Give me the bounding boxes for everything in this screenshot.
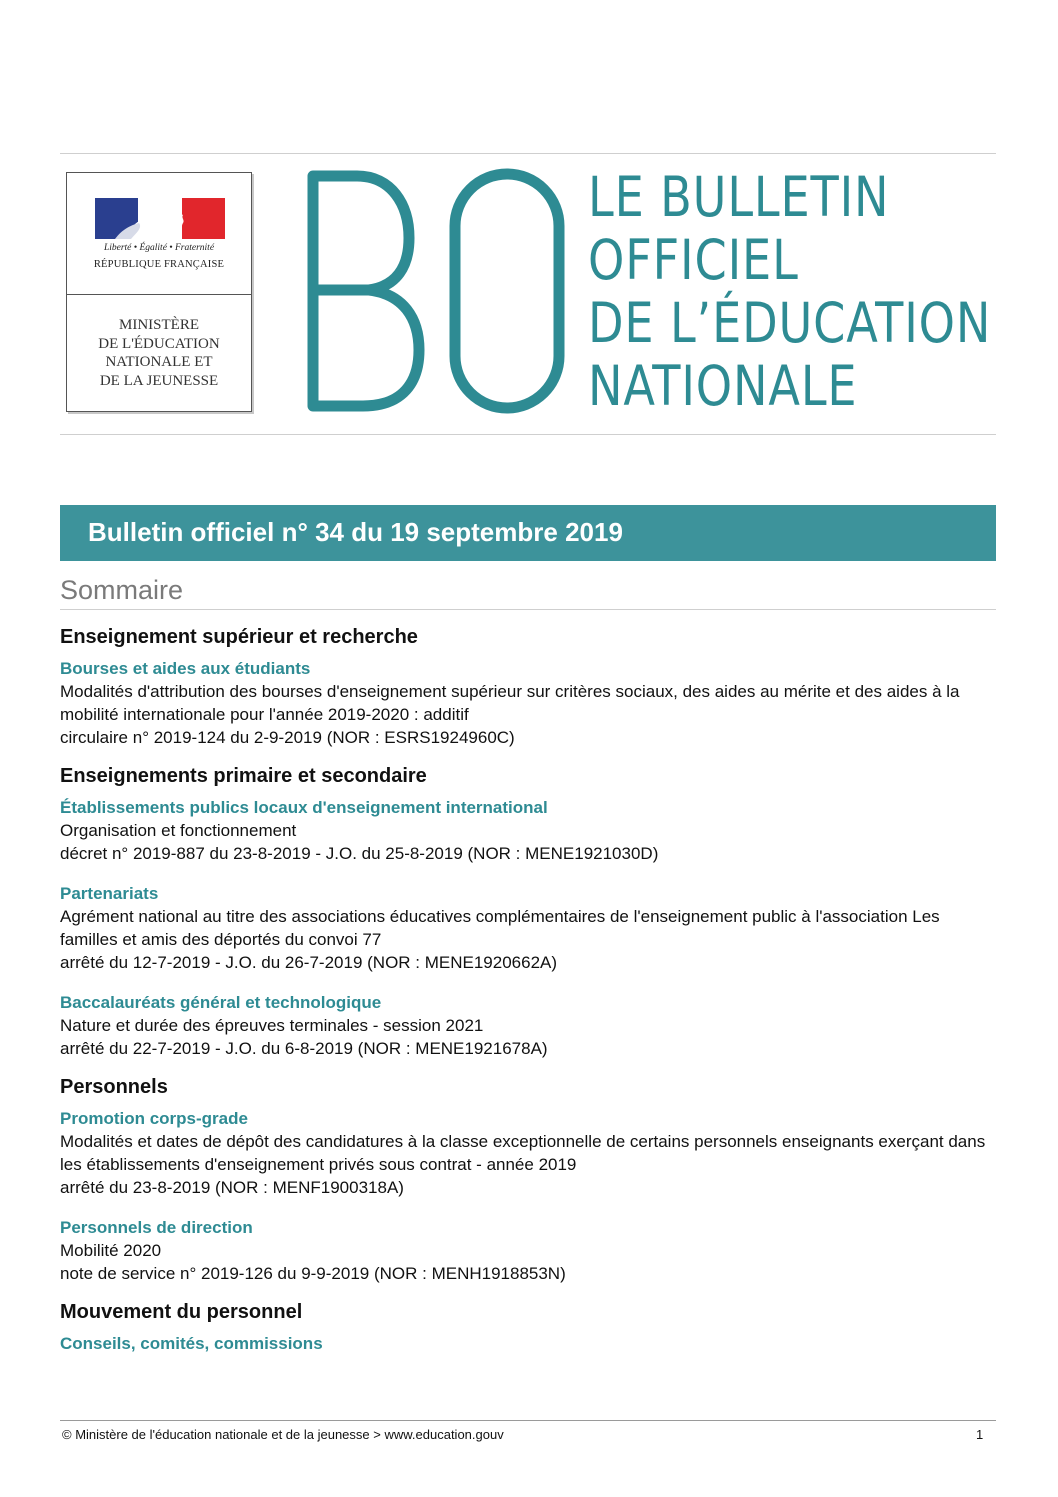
issue-banner [60,505,996,561]
entry-category-link[interactable]: Personnels de direction [60,1218,253,1237]
toc-entry [60,1332,996,1355]
toc-section [60,1074,996,1285]
toc-section [60,624,996,749]
entry-category-link[interactable]: Baccalauréats général et technologique [60,993,382,1012]
toc-entry [60,796,996,865]
ministry-line: MINISTÈRE [119,317,199,333]
table-of-contents [60,624,996,1369]
header-top-rule [60,153,996,154]
entry-category-link[interactable]: Conseils, comités, commissions [60,1334,323,1353]
bulletin-title-line: LE BULLETIN [588,165,890,229]
sommaire-rule [60,609,996,610]
entry-description: Agrément national au titre des associations éducatives complémentaires de l'enseignement public à l'association Les familles et amis des déportés du convoi 77 [60,907,940,949]
ministry-line: DE LA JEUNESSE [99,372,219,389]
entry-reference: arrêté du 23-8-2019 (NOR : MENF1900318A) [60,1178,404,1197]
republic-block [67,173,251,295]
entry-description: Nature et durée des épreuves terminales - session 2021 [60,1016,484,1035]
entry-description: Mobilité 2020 [60,1241,162,1260]
entry-description: Modalités et dates de dépôt des candidatures à la classe exceptionnelle de certains personnels enseignants exerçant dans les établissements d'enseignement privés sous contrat - année 2019 [60,1132,986,1174]
sommaire-heading: Sommaire [60,575,184,605]
toc-section [60,1299,996,1355]
entry-reference: note de service n° 2019-126 du 9-9-2019 (NOR : MENH1918853N) [60,1264,566,1283]
republic-name: RÉPUBLIQUE FRANÇAISE [93,259,225,270]
toc-entry [60,991,996,1060]
page-number: 1 [976,1427,984,1442]
ministry-name [67,316,251,390]
header-bottom-rule [60,434,996,435]
entry-category-link[interactable]: Promotion corps-grade [60,1109,248,1128]
bulletin-title-line: OFFICIEL [588,228,799,292]
ministry-line: DE L'ÉDUCATION [98,335,220,352]
entry-category-link[interactable]: Partenariats [60,884,159,903]
entry-category-link[interactable]: Établissements publics locaux d'enseignement international [60,798,548,817]
entry-description: Organisation et fonctionnement [60,821,297,840]
bulletin-title-line: DE L’ÉDUCATION [588,291,992,355]
entry-reference: décret n° 2019-887 du 23-8-2019 - J.O. du 25-8-2019 (NOR : MENE1921030D) [60,844,659,863]
entry-description: Modalités d'attribution des bourses d'enseignement supérieur sur critères sociaux, des aides au mérite et des aides à la mobilité internationale pour l'année 2019-2020 : additif [60,682,960,724]
section-title: Enseignements primaire et secondaire [60,765,427,787]
issue-title: Bulletin officiel n° 34 du 19 septembre 2019 [88,517,623,547]
ministry-logo [66,172,252,412]
ministry-line: NATIONALE ET [105,354,213,370]
toc-entry [60,882,996,974]
bo-logo-mark [305,168,567,414]
footer-rule [60,1420,996,1421]
bulletin-title [588,165,992,418]
entry-reference: circulaire n° 2019-124 du 2-9-2019 (NOR : ESRS1924960C) [60,728,515,747]
toc-entry [60,1216,996,1285]
entry-category-link[interactable]: Bourses et aides aux étudiants [60,659,311,678]
section-title: Enseignement supérieur et recherche [60,626,418,648]
bulletin-title-line: NATIONALE [588,354,858,418]
toc-entry [60,657,996,749]
section-title: Personnels [60,1076,168,1098]
footer-copyright: © Ministère de l'éducation nationale et de la jeunesse > www.education.gouv [62,1427,504,1442]
marianne-flag-icon [95,198,225,239]
republic-motto: Liberté • Égalité • Fraternité [103,243,215,253]
toc-entry [60,1107,996,1199]
entry-reference: arrêté du 12-7-2019 - J.O. du 26-7-2019 (NOR : MENE1920662A) [60,953,558,972]
entry-reference: arrêté du 22-7-2019 - J.O. du 6-8-2019 (NOR : MENE1921678A) [60,1039,548,1058]
section-title: Mouvement du personnel [60,1301,303,1323]
toc-section [60,763,996,1060]
